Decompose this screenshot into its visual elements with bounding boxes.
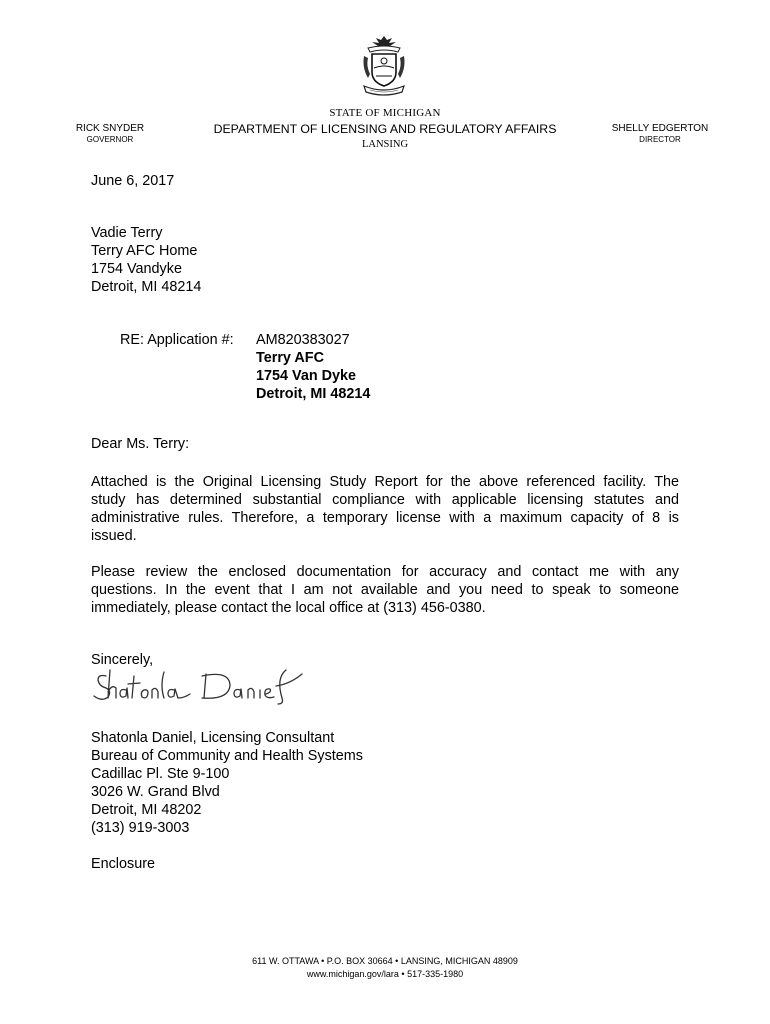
recipient-line: Detroit, MI 48214 (91, 279, 202, 295)
signature-line: 3026 W. Grand Blvd (91, 784, 220, 800)
governor-name: RICK SNYDER (75, 123, 145, 134)
director-name: SHELLY EDGERTON (611, 123, 709, 134)
paragraph-line: Attached is the Original Licensing Study Report for the above referenced facility. The (91, 474, 679, 490)
director-title: DIRECTOR (639, 135, 681, 144)
city-name: LANSING (361, 139, 409, 150)
paragraph-line: questions. In the event that I am not available and you need to speak to someone (91, 582, 679, 598)
application-number: AM820383027 (256, 332, 350, 348)
recipient-line: 1754 Vandyke (91, 261, 182, 277)
signature-line: Shatonla Daniel, Licensing Consultant (91, 730, 335, 746)
paragraph-line: immediately, please contact the local office at (313) 456-0380. (91, 600, 486, 616)
footer-address: 611 W. OTTAWA • P.O. BOX 30664 • LANSING, MICHIGAN 48909 (252, 956, 518, 966)
re-label: RE: Application #: (120, 332, 234, 348)
state-name: STATE OF MICHIGAN (329, 107, 441, 119)
signature-line: Detroit, MI 48202 (91, 802, 202, 818)
letter-date: June 6, 2017 (91, 173, 175, 189)
closing: Sincerely, (91, 652, 154, 668)
footer (160, 955, 610, 981)
department-header (190, 107, 580, 151)
paragraph-line: Please review the enclosed documentation for accuracy and contact me with any (91, 564, 679, 580)
enclosure-note: Enclosure (91, 856, 155, 872)
salutation: Dear Ms. Terry: (91, 436, 190, 452)
facility-city: Detroit, MI 48214 (256, 386, 371, 402)
director-block (600, 123, 720, 145)
signature-line: Cadillac Pl. Ste 9-100 (91, 766, 230, 782)
facility-street: 1754 Van Dyke (256, 368, 357, 384)
paragraph-1 (91, 473, 679, 545)
re-details (256, 331, 370, 403)
signature-block (91, 729, 363, 837)
recipient-line: Vadie Terry (91, 225, 163, 241)
signature-line: Bureau of Community and Health Systems (91, 748, 363, 764)
paragraph-line: administrative rules. Therefore, a temporary license with a maximum capacity of 8 is (91, 510, 679, 526)
handwritten-signature (90, 664, 320, 708)
paragraph-line: issued. (91, 528, 137, 544)
governor-block (60, 123, 160, 145)
facility-name: Terry AFC (256, 350, 324, 366)
department-name: DEPARTMENT OF LICENSING AND REGULATORY AFFAIRS (213, 122, 557, 136)
recipient-line: Terry AFC Home (91, 243, 198, 259)
footer-contact: www.michigan.gov/lara • 517-335-1980 (306, 969, 464, 979)
signature-line: (313) 919-3003 (91, 820, 190, 836)
recipient-address (91, 224, 201, 296)
paragraph-line: study has determined substantial compliance with applicable licensing statutes and (91, 492, 679, 508)
paragraph-2 (91, 563, 679, 617)
michigan-state-seal-icon (356, 34, 412, 100)
governor-title: GOVERNOR (86, 135, 134, 144)
